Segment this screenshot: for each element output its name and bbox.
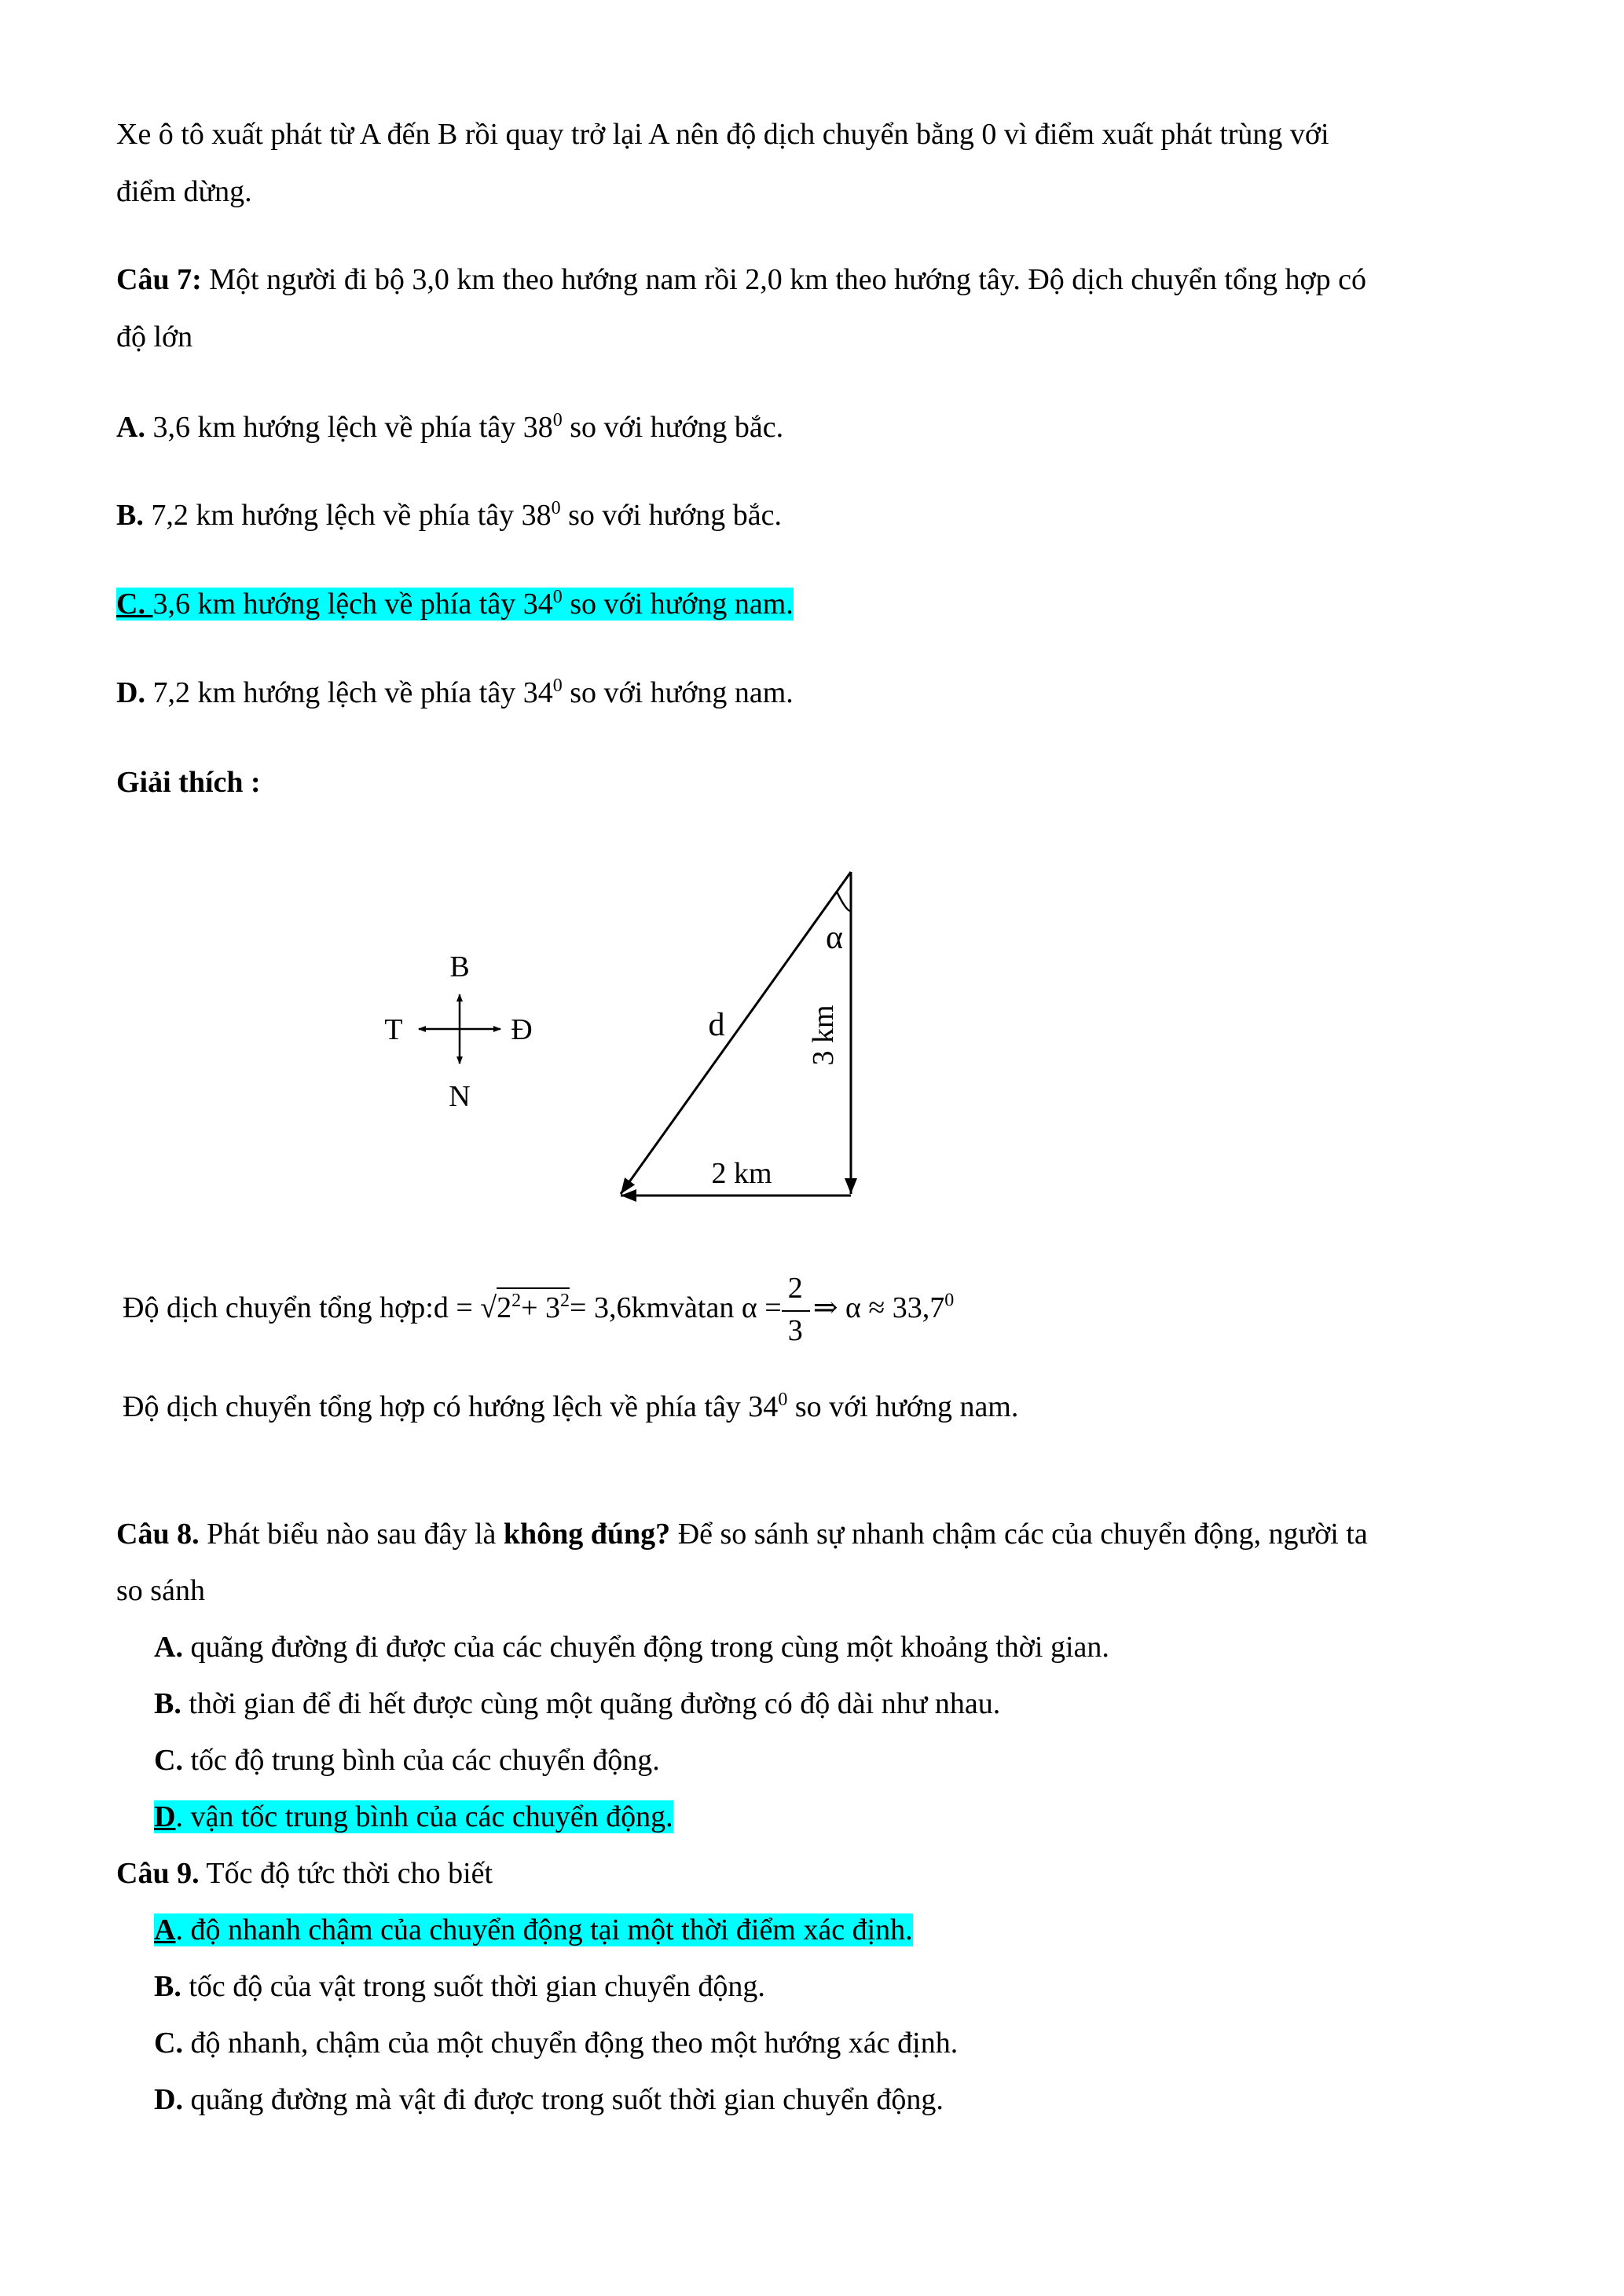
q8-stem-bold: không đúng? — [503, 1518, 671, 1551]
q8-option-c — [154, 1732, 1553, 1789]
q8-option-d-correct — [154, 1789, 1553, 1845]
q7-option-d-text: 7,2 km hướng lệch về phía tây 34 — [145, 676, 553, 709]
formula-radicand-b: + 3 — [521, 1291, 561, 1324]
fraction-bar — [782, 1310, 810, 1312]
formula-alpha-value: ⇒ α ≈ 33,7 — [812, 1291, 945, 1324]
fraction-denominator: 3 — [787, 1314, 803, 1347]
q9-option-b-text: tốc độ của vật trong suốt thời gian chuyển động. — [181, 1970, 765, 2003]
q7-option-a-text-end: so với hướng bắc. — [562, 411, 784, 444]
conclusion-text: Độ dịch chuyển tổng hợp có hướng lệch về phía tây 34 — [123, 1390, 779, 1423]
angle-label-alpha: α — [825, 920, 844, 956]
intro-text-1: Xe ô tô xuất phát từ A đến B rồi quay trở lại A nên độ dịch chuyển bằng 0 vì điểm xuất phát trùng với — [116, 118, 1329, 151]
formula-prefix: Độ dịch chuyển tổng hợp: — [123, 1291, 434, 1324]
q9-option-d-letter: D. — [154, 2083, 183, 2116]
q7-option-b-text-end: so với hướng bắc. — [560, 499, 782, 532]
conclusion-text-end: so với hướng nam. — [787, 1390, 1019, 1423]
q7-option-a-letter: A. — [116, 411, 145, 444]
formula-degree: 0 — [944, 1290, 955, 1311]
label-hypotenuse-d: d — [708, 1007, 725, 1043]
q7-option-c-text: 3,6 km hướng lệch về phía tây 34 — [152, 588, 553, 621]
q9-option-a-letter: A — [154, 1913, 176, 1946]
q9-option-d-text: quãng đường mà vật đi được trong suốt thời gian chuyển động. — [182, 2083, 944, 2116]
q9-option-c — [154, 2015, 1553, 2071]
q8-stem-b: Để so sánh sự nhanh chậm các của chuyển động, người ta — [670, 1518, 1368, 1551]
q7-stem-text-2: độ lớn — [116, 320, 193, 353]
q9-stem — [116, 1845, 1515, 1902]
q8-option-d-letter: D — [154, 1800, 176, 1833]
q7-stem-text-1: Một người đi bộ 3,0 km theo hướng nam rồi 2,0 km theo hướng tây. Độ dịch chuyển tổng hợp có — [201, 263, 1366, 296]
q8-stem-line-1 — [116, 1506, 1515, 1562]
formula-result: = 3,6km — [570, 1291, 670, 1324]
q9-option-c-letter: C. — [154, 2027, 183, 2060]
q8-stem-a: Phát biểu nào sau đây là — [199, 1518, 504, 1551]
label-horizontal-2km: 2 km — [711, 1157, 772, 1190]
q8-option-b — [154, 1675, 1553, 1732]
q7-option-c-letter: C. — [116, 588, 153, 621]
formula-fraction — [782, 1271, 813, 1349]
q7-option-d-degree: 0 — [552, 676, 563, 696]
formula-and: và — [669, 1291, 698, 1324]
q8-option-c-text: tốc độ trung bình của các chuyển động. — [182, 1744, 660, 1777]
formula-radicand — [497, 1287, 570, 1325]
label-vertical-3km: 3 km — [807, 1005, 840, 1066]
q7-option-b-text: 7,2 km hướng lệch về phía tây 38 — [143, 499, 552, 532]
intro-text-2: điểm dừng. — [116, 175, 252, 208]
q9-label: Câu 9. — [116, 1857, 200, 1890]
q7-option-d-letter: D. — [116, 676, 145, 709]
q7-option-a-degree: 0 — [552, 410, 563, 430]
compass-label-south: N — [449, 1080, 471, 1113]
q8-label: Câu 8. — [116, 1518, 200, 1551]
q7-option-c-text-end: so với hướng nam. — [562, 588, 794, 621]
q8-option-b-text: thời gian để đi hết được cùng một quãng đường có độ dài như nhau. — [181, 1687, 1001, 1720]
q9-option-d — [154, 2071, 1553, 2128]
q7-option-c-degree: 0 — [552, 587, 563, 607]
q7-option-b-letter: B. — [116, 499, 144, 532]
fraction-numerator: 2 — [787, 1272, 803, 1305]
q8-option-c-letter: C. — [154, 1744, 183, 1777]
displacement-triangle — [621, 872, 851, 1196]
compass-rose — [384, 950, 532, 1113]
q8-option-d-text: . vận tốc trung bình của các chuyển động. — [175, 1800, 673, 1833]
formula-square-b: 2 — [560, 1290, 570, 1311]
q7-option-b-degree: 0 — [551, 498, 561, 518]
conclusion-degree: 0 — [778, 1390, 788, 1410]
compass-label-west: T — [384, 1013, 403, 1046]
q9-option-a-text: . độ nhanh chậm của chuyển động tại một thời điểm xác định. — [175, 1913, 913, 1946]
formula-square-a: 2 — [511, 1290, 522, 1311]
compass-label-east: Đ — [511, 1013, 533, 1046]
q8-stem-text-2: so sánh — [116, 1574, 205, 1607]
q7-conclusion — [123, 1379, 1521, 1435]
q9-option-a-correct — [154, 1902, 1553, 1958]
q7-option-d-text-end: so với hướng nam. — [562, 676, 794, 709]
q8-option-a-text: quãng đường đi được của các chuyển động trong cùng một khoảng thời gian. — [182, 1631, 1109, 1664]
compass-label-north: B — [449, 950, 470, 983]
formula-d: d = √ — [433, 1291, 497, 1324]
formula-radicand-a: 2 — [497, 1291, 512, 1324]
displacement-formula — [123, 1271, 954, 1349]
q9-stem-text: Tốc độ tức thời cho biết — [199, 1857, 493, 1890]
q8-stem-line-2 — [116, 1562, 1515, 1619]
explain-label: Giải thích : — [116, 766, 261, 799]
q8-option-b-letter: B. — [154, 1687, 181, 1720]
angle-arc — [837, 892, 851, 911]
q7-label: Câu 7: — [116, 263, 202, 296]
q9-option-b-letter: B. — [154, 1970, 181, 2003]
q7-option-a-text: 3,6 km hướng lệch về phía tây 38 — [145, 411, 553, 444]
q9-option-b — [154, 1958, 1553, 2015]
q8-option-a-letter: A. — [154, 1631, 183, 1664]
q8-option-a — [154, 1619, 1553, 1675]
formula-tan: tan α = — [697, 1291, 782, 1324]
q9-option-c-text: độ nhanh, chậm của một chuyển động theo một hướng xác định. — [182, 2027, 959, 2060]
